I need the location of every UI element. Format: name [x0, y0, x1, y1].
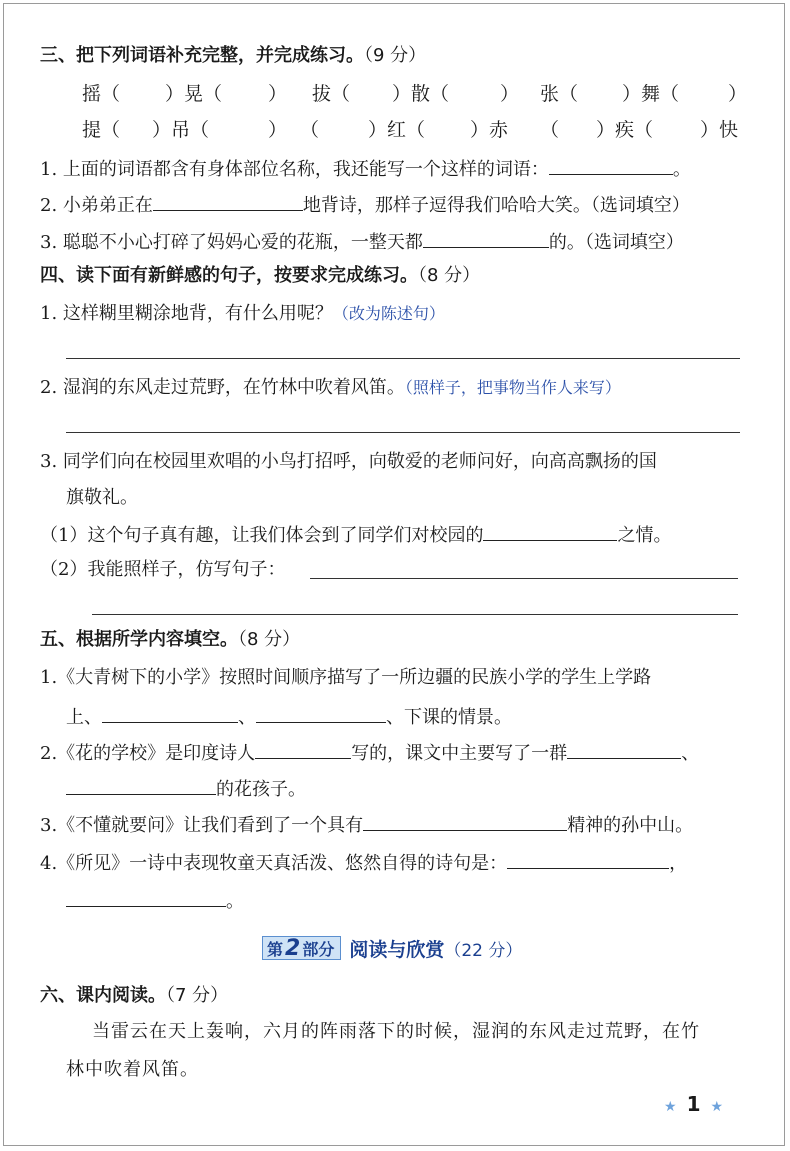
question-text: 之情。: [617, 525, 672, 546]
star-icon: ★: [710, 1099, 724, 1115]
section-6-title: 六、课内阅读。: [40, 985, 166, 1006]
word-blank[interactable]: ）红（: [368, 119, 426, 141]
question-text: 的。（选词填空）: [548, 232, 684, 253]
s5-question-4: [40, 850, 687, 876]
answer-line[interactable]: [92, 614, 738, 615]
punctuation: 、: [238, 707, 256, 728]
word-row-1: [0, 82, 790, 106]
question-text: 3. 同学们向在校园里欢唱的小鸟打招呼，向敬爱的老师问好，向高高飘扬的国: [40, 451, 657, 472]
section-3-heading: [40, 44, 426, 68]
part-score: （22 分）: [444, 940, 523, 961]
passage-text: 林中吹着风笛。: [66, 1059, 199, 1080]
part-title: 阅读与欣赏: [349, 938, 445, 961]
word-blank[interactable]: ）快: [700, 119, 739, 141]
part-tag-suffix: 部分: [302, 939, 335, 959]
s5-question-1: [40, 666, 651, 690]
s3-question-2: [40, 192, 690, 218]
answer-blank[interactable]: [102, 704, 238, 723]
s3-question-1: [40, 156, 691, 182]
section-6-score: （7 分）: [166, 985, 229, 1006]
section-5-title: 五、根据所学内容填空。: [40, 629, 238, 650]
section-3-score: （9 分）: [364, 45, 427, 66]
page-number-value: 1: [686, 1092, 701, 1116]
s5-question-2: [40, 740, 699, 766]
answer-line[interactable]: [310, 578, 738, 579]
question-text: 3. 聪聪不小心打碎了妈妈心爱的花瓶，一整天都: [40, 232, 423, 253]
word-blank[interactable]: ）舞（: [622, 83, 680, 105]
section-5-score: （8 分）: [238, 629, 301, 650]
section-4-score: （8 分）: [418, 265, 481, 286]
punctuation: 、: [681, 743, 700, 764]
word-blank[interactable]: ）: [268, 119, 288, 141]
s4-question-2: [40, 376, 621, 400]
word-blank[interactable]: ）晃（: [165, 83, 223, 105]
s4-question-1: [40, 302, 445, 326]
question-text: 1. 这样糊里糊涂地背，有什么用呢？: [40, 303, 333, 324]
section-5-heading: [40, 628, 300, 652]
answer-line[interactable]: [66, 432, 740, 433]
part-2-banner: [262, 934, 522, 962]
word-blank[interactable]: （: [540, 119, 560, 141]
word-blank[interactable]: ）: [268, 83, 288, 105]
instruction-hint: （照样子，把事物当作人来写）: [404, 378, 621, 397]
section-3-title: 三、把下列词语补充完整，并完成练习。: [40, 45, 364, 66]
s3-question-3: [40, 229, 684, 255]
s5-question-1-cont: [66, 704, 512, 730]
question-text: 4.《所见》一诗中表现牧童天真活泼、悠然自得的诗句是：: [40, 853, 508, 874]
answer-blank[interactable]: [256, 704, 386, 723]
word-blank[interactable]: ）吊（: [152, 119, 210, 141]
question-text: 1.《大青树下的小学》按照时间顺序描写了一所边疆的民族小学的学生上学路: [40, 667, 652, 688]
word-blank[interactable]: ）散（: [392, 83, 450, 105]
word-blank[interactable]: 摇（: [82, 83, 121, 105]
s5-question-3: [40, 812, 693, 838]
section-4-heading: [40, 264, 480, 288]
part-number: 2: [285, 935, 301, 961]
part-tag-prefix: 第: [267, 939, 284, 959]
section-4-title: 四、读下面有新鲜感的句子，按要求完成练习。: [40, 265, 418, 286]
answer-blank[interactable]: [567, 740, 681, 759]
s5-question-2-cont: [66, 776, 306, 802]
question-text: （2）我能照样子，仿写句子：: [40, 559, 286, 580]
question-text: 精神的孙中山。: [567, 815, 694, 836]
punctuation: ，: [669, 853, 688, 874]
answer-blank[interactable]: [549, 156, 673, 175]
question-text: 写的，课文中主要写了一群: [351, 743, 568, 764]
question-text: 2. 小弟弟正在: [40, 195, 153, 216]
part-tag: [262, 936, 341, 960]
word-blank[interactable]: ）疾（: [596, 119, 654, 141]
question-text: 地背诗，那样子逗得我们哈哈大笑。（选词填空）: [302, 195, 690, 216]
word-blank[interactable]: 拔（: [312, 83, 351, 105]
word-blank[interactable]: 提（: [82, 119, 121, 141]
question-text: 2.《花的学校》是印度诗人: [40, 743, 256, 764]
s4-question-3-cont: [66, 486, 138, 510]
s4-question-3: [40, 450, 657, 474]
question-text: 的花孩子。: [216, 779, 306, 800]
s4-question-3-2: [40, 558, 285, 582]
s4-question-3-1: [40, 522, 671, 548]
question-text: 旗敬礼。: [66, 487, 138, 508]
passage-text: 当雷云在天上轰响，六月的阵雨落下的时候，湿润的东风走过荒野，在竹: [92, 1021, 700, 1042]
question-text: （1）这个句子真有趣，让我们体会到了同学们对校园的: [40, 525, 484, 546]
answer-blank[interactable]: [483, 522, 617, 541]
answer-line[interactable]: [66, 358, 740, 359]
word-blank[interactable]: ）: [500, 83, 520, 105]
answer-blank[interactable]: [507, 850, 669, 869]
question-text: 2. 湿润的东风走过荒野，在竹林中吹着风笛。: [40, 377, 405, 398]
answer-blank[interactable]: [66, 888, 226, 907]
question-text: 3.《不懂就要问》让我们看到了一个具有: [40, 815, 364, 836]
answer-blank[interactable]: [423, 229, 549, 248]
question-text: 、下课的情景。: [386, 707, 512, 728]
page-number: [664, 1092, 723, 1116]
punctuation: 。: [226, 891, 244, 912]
word-blank[interactable]: ）赤: [470, 119, 509, 141]
answer-blank[interactable]: [255, 740, 351, 759]
word-blank[interactable]: ）: [728, 83, 748, 105]
word-blank[interactable]: （: [300, 119, 320, 141]
answer-blank[interactable]: [66, 776, 216, 795]
question-text: 上、: [66, 707, 102, 728]
s5-question-4-cont: [66, 888, 244, 914]
passage-line: [66, 1058, 199, 1082]
punctuation: 。: [672, 159, 691, 180]
word-blank[interactable]: 张（: [540, 83, 579, 105]
answer-blank[interactable]: [153, 192, 303, 211]
word-row-2: [0, 118, 790, 142]
star-icon: ★: [664, 1099, 677, 1115]
section-6-heading: [40, 984, 228, 1008]
instruction-hint: （改为陈述句）: [332, 304, 445, 323]
answer-blank[interactable]: [363, 812, 567, 831]
passage-line: [92, 1020, 700, 1044]
question-text: 1. 上面的词语都含有身体部位名称，我还能写一个这样的词语：: [40, 159, 549, 180]
